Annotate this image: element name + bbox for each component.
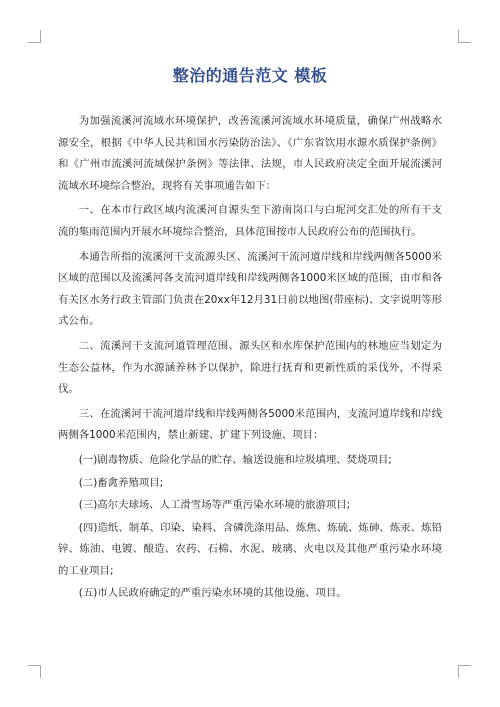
paragraph-article-2: 二、流溪河干支流河道管理范围、源头区和水库保护范围内的林地应当划定为生态公益林，作为水源涵养林予以保护，除进行抚育和更新性质的采伐外，不得采伐。 [58, 339, 442, 396]
list-item-1: (一)剧毒物质、危险化学品的贮存、输送设施和垃圾填埋、焚烧项目; [78, 453, 392, 466]
list-item-3: (三)高尔夫球场、人工滑雪场等严重污染水环境的旅游项目; [78, 499, 351, 512]
paragraph-scope-definition: 本通告所指的流溪河干支流源头区、流溪河干流河道岸线和岸线两侧各5000米区域的范围以及流溪河各支流河道岸线和岸线两侧各1000米区域的范围，由市和各有关区水务行政主管部门负责在20xx年12月31日前以地图(带座标)、文字说明等形式公布。 [58, 250, 442, 328]
list-item-4: (四)造纸、制革、印染、染料、含磷洗涤用品、炼焦、炼硫、炼砷、炼汞、炼铅锌、炼油、电镀、酿造、农药、石棉、水泥、玻璃、火电以及其他严重污染水环境的工业项目; [58, 521, 442, 577]
paragraph-intro: 为加强流溪河流域水环境保护，改善流溪河流域水环境质量，确保广州战略水源安全，根据《中华人民共和国水污染防治法》、《广东省饮用水源水质保护条例》和《广州市流溪河流域保护条例》等法律、法规，市人民政府决定全面开展流溪河流域水环境综合整治，现将有关事项通告如下： [58, 115, 442, 192]
crop-mark-bottom-right [458, 665, 471, 678]
list-item-5: (五)市人民政府确定的严重污染水环境的其他设施、项目。 [78, 587, 347, 600]
crop-mark-top-left [28, 30, 41, 43]
paragraph-article-1: 一、在本市行政区域内流溪河自源头至下游南岗口与白坭河交汇处的所有干支流的集雨范围内开展水环境综合整治，具体范围按市人民政府公布的范围执行。 [58, 204, 442, 238]
paragraph-article-3: 三、在流溪河干流河道岸线和岸线两侧各5000米范围内，支流河道岸线和岸线两侧各1000米范围内，禁止新建、扩建下列设施、项目： [58, 407, 442, 442]
list-item-2: (二)畜禽养殖项目; [78, 476, 164, 489]
crop-mark-top-right [458, 30, 471, 43]
crop-mark-bottom-left [28, 665, 41, 678]
document-body [58, 111, 442, 606]
document-title: 整治的通告范文 模板 [172, 66, 328, 85]
